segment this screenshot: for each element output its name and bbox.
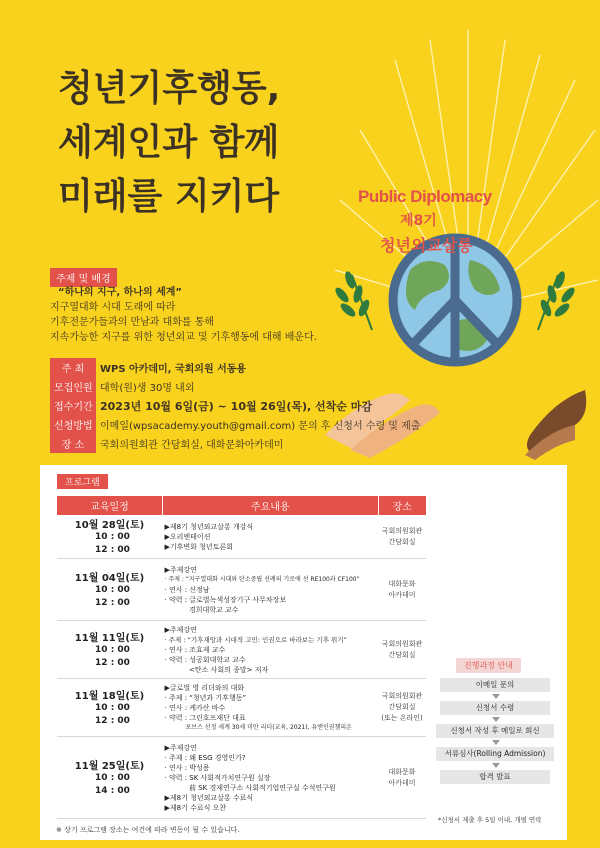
flow-step: 서류심사(Rolling Admission) — [436, 747, 554, 761]
brand-line-1: Public Diplomacy — [358, 187, 492, 206]
title-line-3: 미래를 지키다 — [58, 176, 280, 217]
schedule-table — [56, 496, 426, 819]
flow-title: 진행과정 안내 — [456, 658, 521, 673]
flow-step: 합격 발표 — [440, 770, 550, 784]
table-row — [57, 621, 427, 679]
brand-line-3: 청년외교살롱 — [380, 236, 473, 255]
row-place: 대화문화 아카데미 — [378, 559, 426, 621]
table-row — [57, 679, 427, 737]
flow-step: 신청서 수령 — [440, 701, 550, 715]
program-panel — [40, 465, 567, 840]
laurel-right-icon — [538, 270, 577, 330]
info-label: 장 소 — [50, 434, 96, 453]
row-date: 11월 25일(토) 10 : 00 14 : 00 — [57, 737, 163, 819]
table-row — [57, 559, 427, 621]
theme-line: 지속가능한 지구를 위한 청년외교 및 기후행동에 대해 배운다. — [50, 332, 317, 343]
flow-note: *신청서 제출 후 5일 이내, 개별 연락 — [438, 816, 542, 824]
row-place: 대화문화 아카데미 — [378, 737, 426, 819]
row-content: ▶제8기 청년외교살롱 개강식 ▶오리엔테이션 ▶기후변화 청년토론회 — [163, 515, 379, 559]
info-value: 국회의원회관 간담회실, 대화문화아카데미 — [100, 440, 284, 451]
row-content: ▶주제강연 · 주제 : “기후재앙과 시대적 고민: 인권으로 바라보는 기후 위기” · 연사 : 조효제 교수 · 약력 : 성공회대학교 교수 <탄소 사회의 종말> 저자 — [163, 621, 379, 679]
flow-step: 이메일 문의 — [440, 678, 550, 692]
header-content: 주요내용 — [163, 496, 379, 515]
info-row-method — [50, 415, 420, 434]
row-content: ▶글로벌 영 리더와의 대화 · 주제 : “청년과 기후행동” · 연사 : 케카산 바수 · 약력 : 그린호프재단 대표 포브스 선정 세계 30세 미만 리더(교육, 2021), 유엔인권챔피온 — [163, 679, 379, 737]
info-row-period — [50, 396, 372, 415]
info-label: 접수기간 — [50, 396, 96, 415]
header-date: 교육일정 — [57, 496, 163, 515]
program-label: 프로그램 — [57, 474, 108, 489]
info-row-host — [50, 358, 246, 377]
row-date: 11월 11일(토) 10 : 00 12 : 00 — [57, 621, 163, 679]
table-row — [57, 737, 427, 819]
row-place: 국회의원회관 간담회실 (또는 온라인) — [378, 679, 426, 737]
title-line-2: 세계인과 함께 — [58, 122, 280, 163]
info-label: 주 최 — [50, 358, 96, 377]
info-row-capacity — [50, 377, 195, 396]
arrow-down-icon — [492, 763, 500, 768]
theme-label: 주제 및 배경 — [50, 268, 117, 287]
info-label: 모집인원 — [50, 377, 96, 396]
arrow-down-icon — [492, 694, 500, 699]
title-line-1: 청년기후행동, — [58, 68, 281, 109]
row-content: ▶주제강연 · 주제 : 왜 ESG 경영인가? · 연사 : 박성용 · 약력 : SK 사회적가치연구원 실장 前 SK 경제연구소 사회적기업연구실 수석연구원 ▶제8기 청년외교살롱 수료식 ▶제8기 수료식 오찬 — [163, 737, 379, 819]
theme-quote: “하나의 지구, 하나의 세계” — [58, 287, 182, 298]
laurel-left-icon — [333, 270, 372, 330]
info-value: 이메일(wpsacademy.youth@gmail.com) 문의 후 신청서 수령 및 제출 — [100, 421, 421, 432]
main-title — [58, 62, 280, 224]
row-place: 국회의원회관 간담회실 — [378, 515, 426, 559]
brand-line-2: 제8기 — [400, 213, 437, 229]
row-date: 10월 28일(토) 10 : 00 12 : 00 — [57, 515, 163, 559]
header-place: 장소 — [378, 496, 426, 515]
row-date: 11월 18일(토) 10 : 00 12 : 00 — [57, 679, 163, 737]
row-date: 11월 04일(토) 10 : 00 12 : 00 — [57, 559, 163, 621]
row-place: 국회의원회관 간담회실 — [378, 621, 426, 679]
info-value: WPS 아카데미, 국회의원 서동용 — [100, 364, 247, 375]
program-note: ※ 상기 프로그램 장소는 여건에 따라 변동이 될 수 있습니다. — [56, 826, 240, 834]
info-value: 2023년 10월 6일(금) ~ 10월 26일(목), 선착순 마감 — [100, 399, 373, 413]
flow-step: 신청서 작성 후 메일로 회신 — [436, 724, 554, 738]
info-value: 대학(원)생 30명 내외 — [100, 383, 195, 394]
info-row-venue — [50, 434, 283, 453]
arrow-down-icon — [492, 717, 500, 722]
row-content: ▶주제강연 · 주제 : “지구열대화 시대와 탄소중립 선례의 기로에 선 RE100과 CF100” · 연사 : 신정남 · 약력 : 글로벌녹색성장기구 사무차장보 경희대학교 교수 — [163, 559, 379, 621]
arrow-down-icon — [492, 740, 500, 745]
info-label: 신청방법 — [50, 415, 96, 434]
table-row — [57, 515, 427, 559]
theme-line: 지구열대화 시대 도래에 따라 — [50, 302, 176, 313]
theme-line: 기후전문가들과의 만남과 대화를 통해 — [50, 317, 215, 328]
